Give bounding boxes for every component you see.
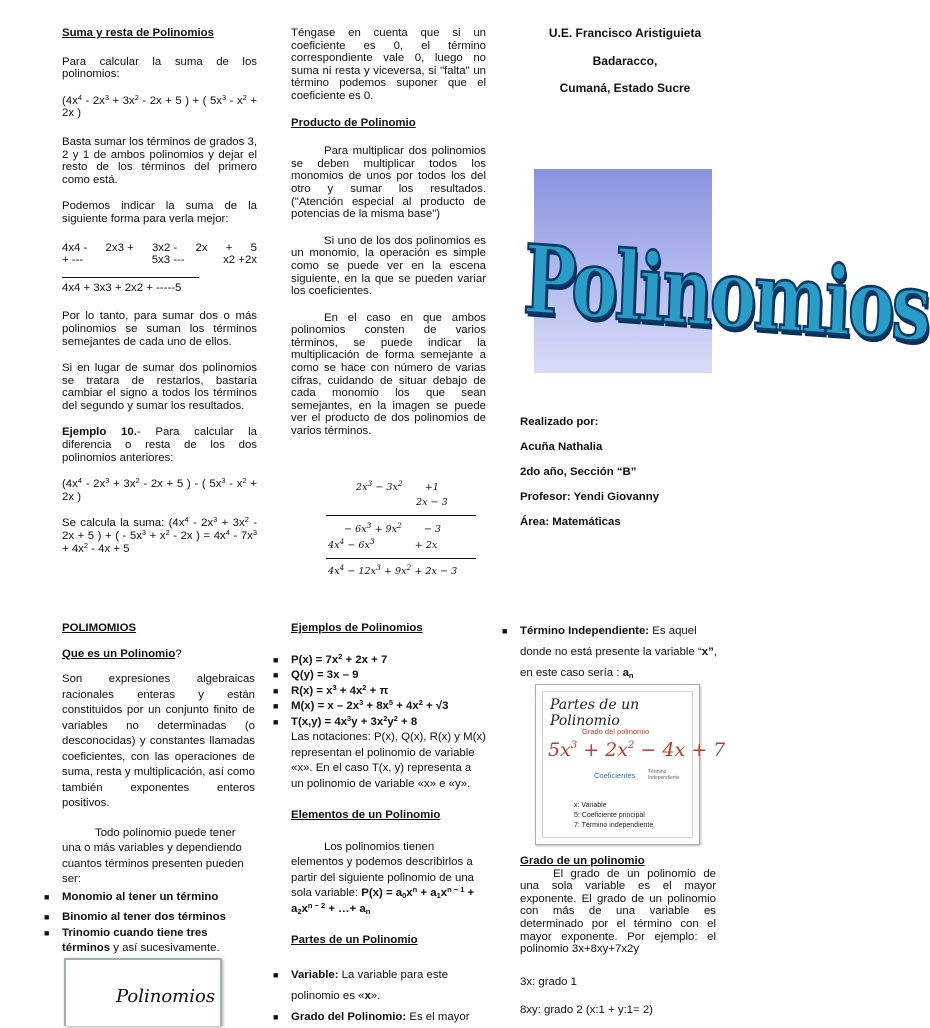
column-termino <box>502 621 720 684</box>
wordart-polinomios <box>521 169 930 373</box>
paragraph: Para calcular la suma de los polinomios: <box>62 55 257 81</box>
paragraph: Todo polinomio puede tener una o más variables y dependiendo cuantos términos presenten pueden ser: <box>62 826 244 885</box>
card-grado-label: Grado del polinomio <box>582 727 650 736</box>
divider <box>62 277 199 278</box>
column-cover <box>520 27 730 95</box>
section-title-producto: Producto de Polinomio <box>291 116 416 129</box>
polynomial-expression: ($4x^4 - 2x^3 + 3x^2 - 2x + 5$ ) - ( $5x^3 - x^2 + 2x$ ) <box>62 476 258 503</box>
list-item: ■ $M(x) = x - 2x^3 + 8x^5 + 4x^2 + √3$ <box>273 698 449 712</box>
section-title-suma-resta: Suma y resta de Polinomios <box>62 27 214 39</box>
math-rule <box>326 515 476 516</box>
subtraction-result: Se calcula la suma: ($4x^4 - 2x^3 + 3x^2 - 2x + 5$ ) + ( - $5x^3 + x^2 - 2x$ ) = $4x^4 - 7x^3 + 4x^2 - 4x + 5$ <box>62 515 258 555</box>
school-name: U.E. Francisco Aristiguieta <box>548 26 702 40</box>
paragraph: Por lo tanto, para sumar dos o más polinomios se suman los términos semejantes de cada uno de ellos. <box>62 310 257 348</box>
list-item: ■ Monomio al tener un término <box>44 890 219 903</box>
list-item: ■ Binomio al tener dos términos <box>44 911 226 923</box>
list-item: ■ Grado del Polinomio: Es el mayor <box>273 1010 470 1023</box>
section-title-grado: Grado de un polinomio <box>520 855 645 867</box>
column-producto <box>291 27 486 438</box>
made-by-label: Realizado por: <box>520 416 599 428</box>
card-title: Partes de un Polinomio <box>550 697 640 729</box>
column-que-es <box>44 621 255 957</box>
column-grado <box>520 855 716 1017</box>
degree-example-1: 3x: grado 1 <box>520 975 577 988</box>
subject-area: Área: Matemáticas <box>520 516 621 528</box>
paragraph: Si en lugar de sumar dos polinomios se tratara de restarlos, bastaría cambiar el signo a todos los términos del segundo y sumar los resultados. <box>62 362 257 412</box>
term-types-list <box>44 890 255 957</box>
section-title-partes: Partes de un Polinomio <box>291 934 418 946</box>
list-item: ■ $T(x,y) = 4x^3y + 3x^2y^2 + 8$ <box>273 713 418 728</box>
teacher: Profesor: Yendi Giovanny <box>520 491 660 503</box>
partes-polinomio-image <box>535 684 726 845</box>
section-title-elementos: Elementos de un Polinomio <box>291 809 441 821</box>
list-item: ■ Variable: La variable para este polinomio es «x». <box>273 968 449 1002</box>
paragraph: Basta sumar los términos de grados 3, 2 y 1 de ambos polinomios y dejar el resto de los términos del primero como está. <box>62 135 257 186</box>
multiplication-figure <box>326 478 480 582</box>
sum-row-2: + --- 5x3 --- x2 +2x <box>62 254 257 267</box>
paragraph: Son expresiones algebraicas racionales enteras y están constituidos por un conjunto finito de variables no determinadas (o desconocidas) y constantes llamadas coeficientes, con las operaciones de suma, resta y multiplicación, así como también exponentes enteros positivos. <box>62 673 255 809</box>
paragraph: Podemos indicar la suma de la siguiente forma para verla mejor: <box>62 200 257 225</box>
card-small-label: Término Independiente <box>648 769 680 781</box>
examples-list <box>273 651 486 731</box>
author-name: Acuña Nathalia <box>520 441 603 453</box>
school-city: Cumaná, Estado Sucre <box>559 81 691 96</box>
math-line: $4x^4 - 6x^3 + 2x$ <box>328 537 438 551</box>
list-item: ■ Trinomio cuando tiene tres términos y así sucesivamente. <box>44 926 220 954</box>
school-place: Badaracco, <box>592 53 658 68</box>
paragraph: El grado de un polinomio de una sola variable es el mayor exponente. El grado de un polinomio con más de una variable es determinado por el término con el mayor exponente. Por ejemplo: el polinomio 3x+8xy+7x2y <box>520 867 716 956</box>
math-line: $4x^4 - 12x^3 + 9x^2 + 2x - 3$ <box>328 563 458 577</box>
card-handwriting: Polinomios <box>116 986 216 1007</box>
math-line: $2x^3 - 3x^2 +1$ <box>356 479 439 493</box>
paragraph: En el caso en que ambos polinomios consten de varios términos, se puede indicar la multiplicación de forma semejante a como se hace con número de varias cifras, cuidando de situar debajo de cada monomio los que sean semejantes, en la imagen se puede ver el producto de dos polinomios de varios términos. <box>291 311 486 438</box>
list-item: ■ $R(x) = x^3 + 4x^2 + \pi$ <box>273 682 389 697</box>
list-item: ■ Q(y) = 3x – 9 <box>273 669 359 681</box>
parts-list <box>273 965 486 1028</box>
degree-example-2: 8xy: grado 2 (x:1 + y:1= 2) <box>520 1004 653 1017</box>
paragraph: Los polinomios tienen elementos y podemos describirlos a partir del siguiente polinomio de una sola variable: $P(x) = a_0x^n + a_1x^{n - 1} + a_2x^{n - 2}$ + …+ $a_n$ <box>291 840 475 916</box>
card-coef-label: Coeficientes <box>594 771 636 780</box>
independent-term-list <box>502 621 720 684</box>
section-title-polimomios: POLIMOMIOS <box>62 622 137 634</box>
credits <box>520 410 730 535</box>
math-line: − $6x^3 + 9x^2 - 3$ <box>344 521 442 535</box>
sum-row-1: 4x4 - 2x3 + 3x2 - 2x + 5 <box>62 241 257 254</box>
example-10: Ejemplo 10.- Para calcular la diferencia o resta de los dos polinomios anteriores: <box>62 426 258 464</box>
notation-note: Las notaciones: P(x), Q(x), R(x) y M(x) representan el polinomio de variable «x». En el caso T(x, y) representa a un polinomio de variable «x» e «y». <box>291 731 486 790</box>
section: 2do año, Sección “B” <box>520 466 637 478</box>
wordart-text: Polinomios <box>521 223 930 364</box>
column-suma-resta <box>62 27 257 555</box>
section-title-ejemplos: Ejemplos de Polinomios <box>291 622 423 634</box>
paragraph: Téngase en cuenta que si un coeficiente es 0, el término correspondiente vale 0, luego no suma ni resta y viceversa, si "falta" un término podemos suponer que el coeficiente es 0. <box>291 27 486 102</box>
sum-result: 4x4 + 3x3 + 2x2 + -----5 <box>62 281 182 294</box>
polinomios-card-image <box>64 958 222 1026</box>
polynomial-expression: ($4x^4 - 2x^3 + 3x^2 - 2x + 5$ ) + ( $5x^3 - x^2 + 2x$ ) <box>62 92 257 120</box>
section-subtitle: Que es un Polinomio? <box>62 647 182 660</box>
list-item: ■ $P(x) = 7x^2 + 2x + 7$ <box>273 651 388 666</box>
paragraph: Si uno de los dos polinomios es un monomio, la operación es simple como se puede ver en la escena siguiente, en la que se pueden variar los coeficientes. <box>291 234 486 298</box>
list-item: ■ Término Independiente: Es aquel donde no está presente la variable “x”, en este caso sería : $a_n$ <box>502 625 717 680</box>
math-rule <box>326 558 476 559</box>
card-polynomial: $5x^3 + 2x^2 - 4x + 7$ <box>548 739 726 761</box>
paragraph: Para multiplicar dos polinomios se deben multiplicar todos los monomios de unos por todos los del otro y sumar los resultados. ("Atención especial al producto de potencias de la misma base") <box>291 145 486 221</box>
math-line: 2x − 3 <box>416 497 448 508</box>
column-ejemplos <box>273 621 486 1028</box>
card-legend: x: Variable 5: Coeficiente principal 7: Término independiente <box>574 802 654 829</box>
